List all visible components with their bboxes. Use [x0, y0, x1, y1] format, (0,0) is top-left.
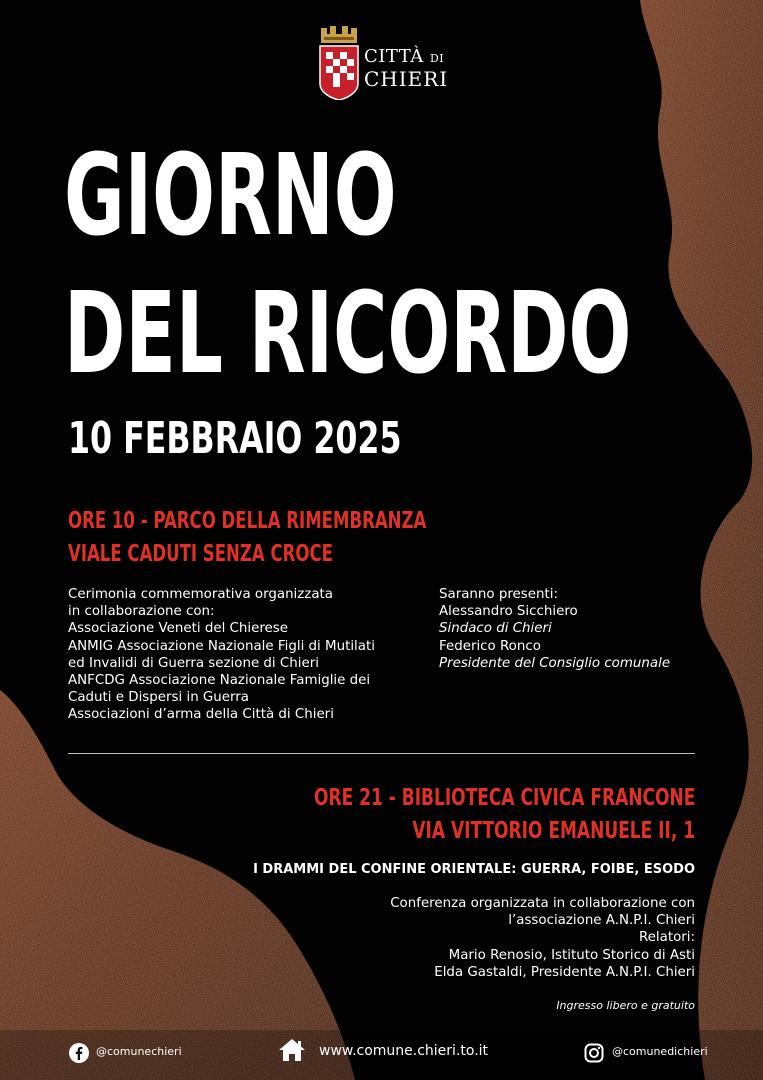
instagram-icon[interactable] [584, 1043, 604, 1063]
guests-line: Saranno presenti: [439, 587, 558, 602]
event-date: 10 FEBBRAIO 2025 [68, 413, 402, 464]
event1-organizers [68, 586, 375, 724]
event1-heading-time-place: ORE 10 - PARCO DELLA RIMEMBRANZA [68, 508, 427, 534]
organizers-line: ANMIG Associazione Nazionale Figli di Mutilati [68, 638, 375, 654]
title-line-2: DEL RICORDO [64, 269, 632, 399]
details-line: Relatori: [638, 930, 695, 946]
event2-heading-time-place: ORE 21 - BIBLIOTECA CIVICA FRANCONE [313, 785, 695, 811]
free-entry-note: Ingresso libero e gratuito [556, 999, 695, 1012]
website-link[interactable]: www.comune.chieri.to.it [319, 1043, 489, 1059]
organizers-line: Associazioni d’arma della Città di Chieri [68, 707, 334, 723]
logo-di: DI [429, 52, 445, 65]
guest-name: Federico Ronco [439, 638, 541, 654]
speaker-line: Mario Renosio, Istituto Storico di Asti [448, 947, 695, 963]
event2-details [390, 895, 695, 981]
crest-icon [318, 26, 360, 100]
organizers-line: Cerimonia commemorativa organizzata [68, 587, 334, 602]
event1-heading-address: VIALE CADUTI SENZA CROCE [68, 541, 333, 567]
organizers-line: Associazione Veneti del Chierese [68, 621, 289, 637]
logo-citta: CITTÀ [364, 46, 424, 67]
organizers-line: ed Invalidi di Guerra sezione di Chieri [68, 655, 319, 671]
guest-name: Alessandro Sicchiero [439, 604, 578, 620]
section-divider [68, 753, 695, 754]
city-logo [318, 26, 448, 102]
instagram-handle[interactable]: @comunedichieri [612, 1045, 708, 1058]
logo-chieri: CHIERI [364, 67, 449, 91]
event2-subtitle: I DRAMMI DEL CONFINE ORIENTALE: GUERRA, FOIBE, ESODO [253, 862, 695, 877]
organizers-line: Caduti e Dispersi in Guerra [68, 690, 250, 706]
guest-role: Sindaco di Chieri [439, 621, 552, 637]
event2-heading-address: VIA VITTORIO EMANUELE II, 1 [412, 818, 695, 844]
organizers-line: in collaborazione con: [68, 604, 215, 620]
guest-role: Presidente del Consiglio comunale [439, 655, 671, 671]
details-line: l’associazione A.N.P.I. Chieri [508, 913, 695, 929]
facebook-icon[interactable] [69, 1043, 89, 1063]
event1-guests [439, 586, 670, 672]
details-line: Conferenza organizzata in collaborazione con [390, 896, 695, 911]
title-line-1: GIORNO [64, 131, 397, 261]
home-icon[interactable] [278, 1038, 306, 1062]
logo-citta-line [364, 46, 444, 67]
speaker-line: Elda Gastaldi, Presidente A.N.P.I. Chieri [434, 964, 695, 980]
organizers-line: ANFCDG Associazione Nazionale Famiglie dei [68, 673, 371, 689]
facebook-handle[interactable]: @comunechieri [96, 1045, 182, 1058]
